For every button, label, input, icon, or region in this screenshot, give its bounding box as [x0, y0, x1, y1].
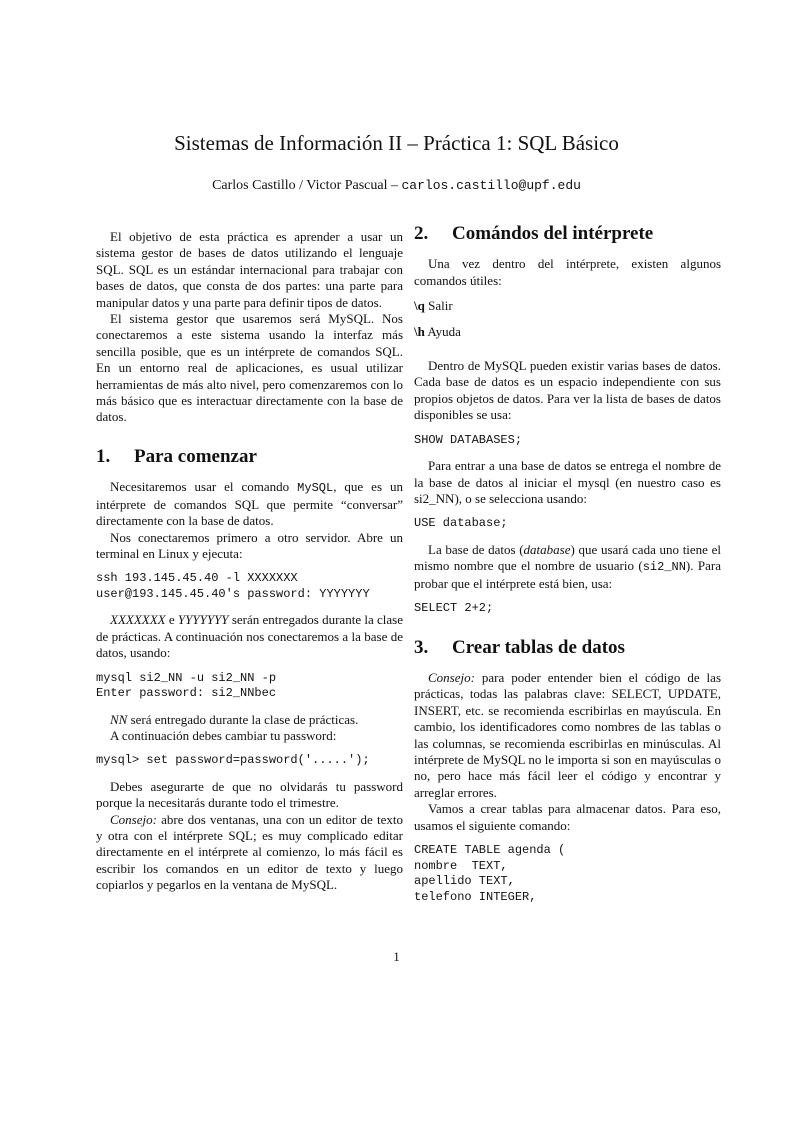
code-block-show-databases: SHOW DATABASES;	[414, 432, 523, 447]
section-2-paragraph-4: La base de datos (database) que usará cada uno tiene el mismo nombre que el nombre de usuario (si2_NN). Para probar que el intérprete está bien, usa:	[414, 541, 722, 591]
section-2-number: 2.	[414, 223, 429, 244]
section-1-number: 1.	[96, 445, 111, 467]
inline-code-mysql: MySQL	[297, 481, 334, 496]
code-block-use-database: USE database;	[414, 516, 508, 531]
section-1-title: Para comenzar	[134, 445, 257, 467]
code-block-create-table: CREATE TABLE agenda ( nombre TEXT, apellido TEXT, telefono INTEGER,	[414, 843, 566, 904]
section-1-paragraph-4: NN será entregado durante la clase de prácticas.	[110, 711, 359, 727]
section-1-paragraph-3: XXXXXXX e YYYYYYY serán entregados durante la clase de prácticas. A continuación nos conectaremos a la base de datos, usando:	[96, 612, 403, 661]
code-block-set-password: mysql> set password=password('.....');	[96, 753, 370, 768]
section-1-heading	[96, 445, 403, 467]
command-help: \h Ayuda	[414, 323, 461, 339]
section-2-title: Comándos del intérprete	[452, 223, 654, 244]
author-email: carlos.castillo@upf.edu	[401, 178, 581, 193]
command-quit: \q Salir	[414, 298, 453, 314]
section-3-paragraph-1: Consejo: para poder entender bien el código de las prácticas, todas las palabras clave: SELECT, UPDATE, INSERT, etc. se recomienda escribirlas en mayúscula. En cambio, los identificadores como nombres de las tablas o las columnas, se recomienda escribirlas en minúsculas. Al intérprete de MySQL no le importa si son en mayúsculas o no, pero hace más fácil leer el código y encontrar y arreglar errores.	[414, 670, 721, 800]
code-block-select: SELECT 2+2;	[414, 601, 494, 616]
section-1-paragraph-1: Necesitaremos usar el comando MySQL, que es un intérprete de comandos SQL que permite “conversar” directamente con la base de datos.	[96, 479, 403, 529]
section-3-title: Crear tablas de datos	[452, 636, 625, 658]
code-block-ssh: ssh 193.145.45.40 -l XXXXXXX user@193.145.45.40's password: YYYYYYY	[96, 571, 370, 601]
right-column	[414, 223, 722, 915]
section-1-paragraph-2: Nos conectaremos primero a otro servidor. Abre un terminal en Linux y ejecuta:	[96, 529, 403, 561]
section-2-paragraph-2: Dentro de MySQL pueden existir varias bases de datos. Cada base de datos es un espacio independiente con sus propios objetos de datos. Para ver la lista de bases de datos disponibles se usa:	[414, 358, 721, 423]
section-1-paragraph-5: A continuación debes cambiar tu password:	[110, 727, 337, 743]
section-2-paragraph-3: Para entrar a una base de datos se entrega el nombre de la base de datos al iniciar el mysql (en nuestro caso es si2_NN), o se selecciona usando:	[414, 458, 721, 506]
section-3-heading	[414, 636, 721, 658]
section-1-paragraph-6: Debes asegurarte de que no olvidarás tu password porque la necesitarás durante todo el trimestre.	[96, 778, 403, 811]
section-3-paragraph-2: Vamos a crear tablas para almacenar datos. Para eso, usamos el siguiente comando:	[414, 801, 721, 833]
section-2-paragraph-1: Una vez dentro del intérprete, existen algunos comandos útiles:	[414, 256, 721, 288]
section-2-heading	[414, 223, 721, 244]
page-number: 1	[393, 949, 400, 964]
intro-paragraph-1: El objetivo de esta práctica es aprender a usar un sistema gestor de bases de datos utilizando el lenguaje SQL. SQL es un estándar internacional para trabajar con bases de datos, que consta de dos partes: una parte para manipular datos y una parte para definir tipos de datos.	[96, 229, 403, 310]
author-line	[0, 178, 793, 194]
section-1-paragraph-7: Consejo: abre dos ventanas, una con un editor de texto y otra con el intérprete SQL; es muy complicado editar directamente en el intérprete al comienzo, lo más fácil es escribir los comandos en un editor de texto y luego copiarlos y pegarlos en la ventana de MySQL.	[96, 811, 403, 893]
left-column	[96, 229, 403, 894]
intro-paragraph-2: El sistema gestor que usaremos será MySQL. Nos conectaremos a este sistema usando la interfaz más sencilla posible, que es un intérprete de comandos SQL. En un entorno real de aplicaciones, es usual utilizar herramientas de más alto nivel, pero comenzaremos con lo más básico que es interactuar directamente con la base de datos.	[96, 311, 403, 425]
section-3-number: 3.	[414, 636, 429, 658]
paper-title: Sistemas de Información II – Práctica 1: SQL Básico	[174, 131, 619, 155]
code-block-mysql-login: mysql si2_NN -u si2_NN -p Enter password: si2_NNbec	[96, 670, 277, 701]
author-names: Carlos Castillo / Victor Pascual –	[212, 178, 402, 193]
